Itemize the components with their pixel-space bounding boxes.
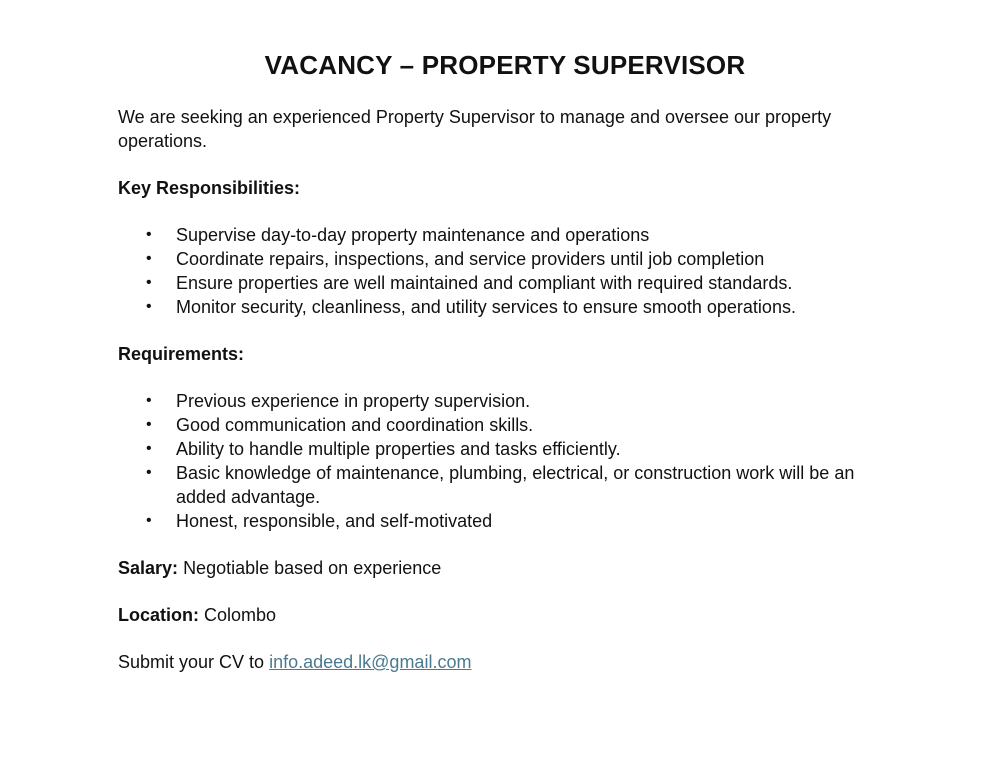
location-value: Colombo bbox=[204, 605, 277, 625]
salary-line bbox=[118, 556, 888, 580]
submit-text: Submit your CV to bbox=[118, 652, 265, 672]
salary-label: Salary: bbox=[118, 558, 179, 578]
responsibilities-list bbox=[118, 223, 888, 319]
list-item-text: Monitor security, cleanliness, and utility services to ensure smooth operations. bbox=[176, 297, 796, 317]
list-item-text: Good communication and coordination skills. bbox=[176, 415, 534, 435]
list-item bbox=[118, 247, 888, 271]
list-item-text: Supervise day-to-day property maintenance and operations bbox=[176, 225, 650, 245]
salary-value: Negotiable based on experience bbox=[183, 558, 442, 578]
bullet-icon: • bbox=[146, 226, 152, 243]
submit-line bbox=[118, 650, 888, 674]
bullet-icon: • bbox=[146, 392, 152, 409]
list-item-text: Previous experience in property supervision. bbox=[176, 391, 531, 411]
bullet-icon: • bbox=[146, 416, 152, 433]
list-item-text: Basic knowledge of maintenance, plumbing, electrical, or construction work will be an added advantage. bbox=[176, 463, 855, 507]
list-item bbox=[118, 413, 888, 437]
bullet-icon: • bbox=[146, 512, 152, 529]
requirements-list bbox=[118, 389, 888, 533]
list-item bbox=[118, 509, 888, 533]
vacancy-document bbox=[118, 50, 888, 674]
list-item bbox=[118, 295, 888, 319]
list-item-text: Ensure properties are well maintained and compliant with required standards. bbox=[176, 273, 793, 293]
page-title: VACANCY – PROPERTY SUPERVISOR bbox=[264, 50, 746, 80]
list-item-text: Ability to handle multiple properties and tasks efficiently. bbox=[176, 439, 621, 459]
list-item bbox=[118, 223, 888, 247]
list-item bbox=[118, 389, 888, 413]
bullet-icon: • bbox=[146, 298, 152, 315]
requirements-heading: Requirements: bbox=[118, 344, 245, 364]
location-label: Location: bbox=[118, 605, 199, 625]
email-link[interactable]: info.adeed.lk@gmail.com bbox=[269, 652, 472, 672]
bullet-icon: • bbox=[146, 274, 152, 291]
list-item bbox=[118, 271, 888, 295]
bullet-icon: • bbox=[146, 464, 152, 481]
location-line bbox=[118, 603, 888, 627]
list-item bbox=[118, 461, 888, 509]
intro-paragraph: We are seeking an experienced Property Supervisor to manage and oversee our property operations. bbox=[118, 107, 832, 151]
list-item-text: Honest, responsible, and self-motivated bbox=[176, 511, 493, 531]
responsibilities-heading: Key Responsibilities: bbox=[118, 178, 301, 198]
bullet-icon: • bbox=[146, 440, 152, 457]
list-item-text: Coordinate repairs, inspections, and service providers until job completion bbox=[176, 249, 765, 269]
bullet-icon: • bbox=[146, 250, 152, 267]
list-item bbox=[118, 437, 888, 461]
